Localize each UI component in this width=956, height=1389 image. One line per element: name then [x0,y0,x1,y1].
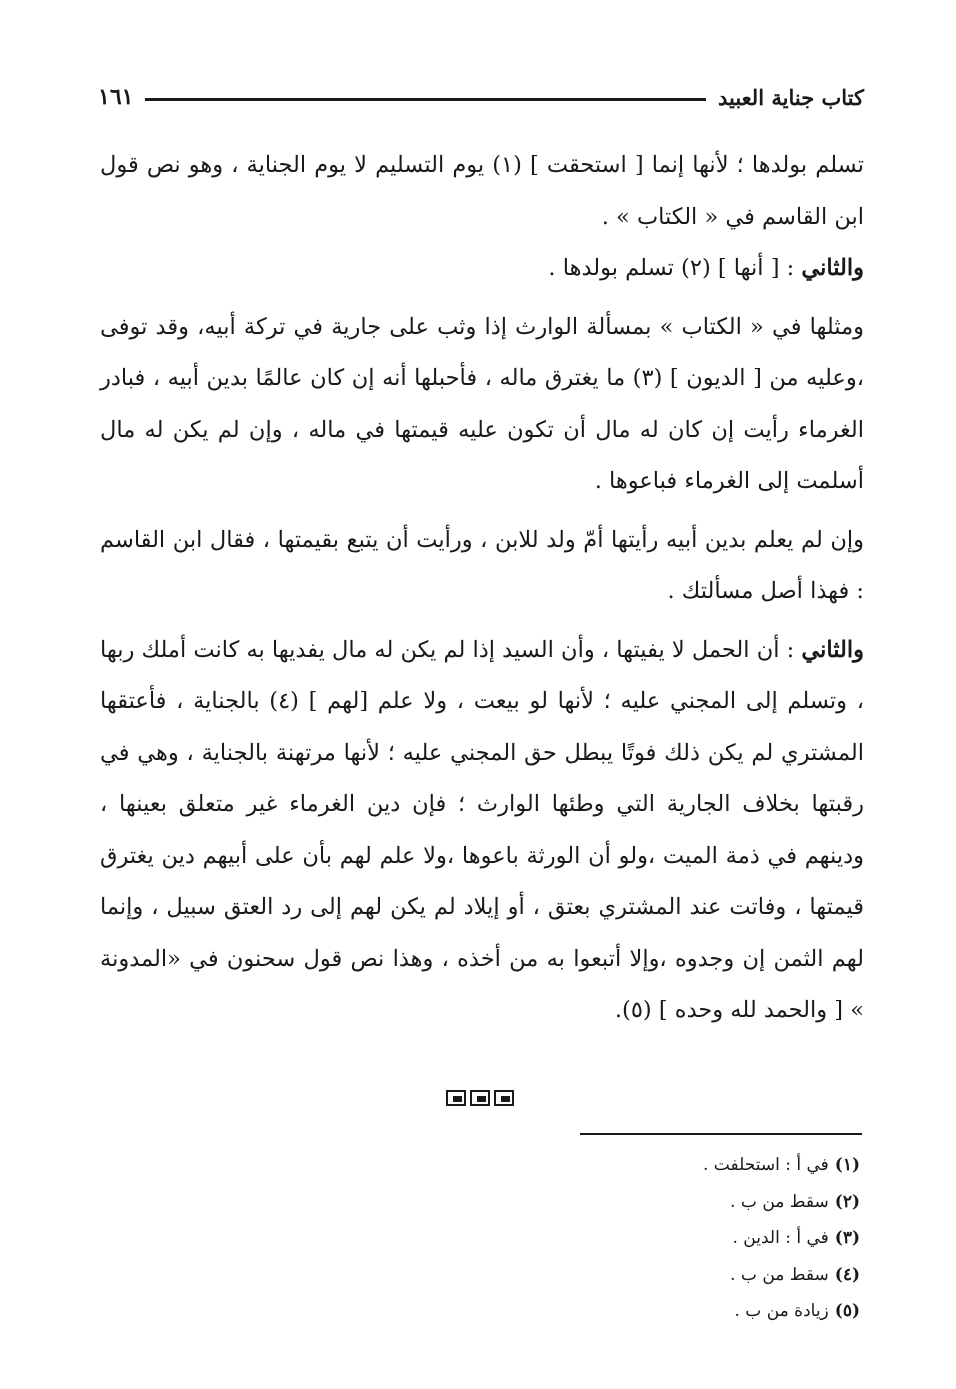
paragraph [100,515,864,618]
paragraph-text: : أن الحمل لا يفيتها ، وأن السيد إذا لم يكن له مال يفديها به كانت أملك ربها ، وتسلم إلى المجني عليه ؛ لأنها لو بيعت ، ولا علم [لهم ] (٤) بالجناية ، فأعتقها المشتري لم يكن ذلك فوتًا يبطل حق المجني عليه ؛ لأنها مرتهنة بالجناية ، وهي في رقبتها بخلاف الجارية التي وطئها الوارث ؛ فإن دين الغرماء غير متعلق بعينها ، ودينهم في ذمة الميت ،ولو أن الورثة باعوها ،ولا علم لهم بأن على أبيهم دين يغترق قيمتها ، وفاتت عند المشتري بعتق ، أو إيلاد لم يكن لهم إلى رد العتق سبيل ، وإنما لهم الثمن إن وجدوه ،وإلا أتبعوا به من أخذه ، وهذا نص قول سحنون في «المدونة » [ والحمد لله وحده ] (٥). [100,636,864,1023]
ornament-box-icon [470,1090,490,1106]
paragraph-text: وإن لم يعلم بدين أبيه رأيتها أمّ ولد للابن ، ورأيت أن يتبع بقيمتها ، فقال ابن القاسم : فهذا أصل مسألتك . [100,526,864,604]
main-text [100,140,864,1037]
section-end-ornament [440,1090,520,1114]
footnote [360,1220,860,1257]
footnote-number: (٥) [834,1301,860,1321]
footnote-number: (٣) [834,1228,860,1248]
paragraph-text: تسلم بولدها ؛ لأنها إنما [ استحقت ] (١) يوم التسليم لا يوم الجناية ، وهو نص قول ابن القاسم في « الكتاب » . [100,152,864,230]
paragraph [100,243,864,295]
footnote-text: في أ : الدين . [732,1228,829,1248]
paragraph-text: ومثلها في « الكتاب » بمسألة الوارث إذا وثب على جارية في تركة أبيه، وقد توفى ،وعليه من [ الديون ] (٣) ما يغترق ماله ، فأحبلها أنه إن كان عالمًا بدين أبيه ، فبادر الغرماء رأيت إن كان له مال أن تكون عليه قيمتها في ماله ، وإن لم يكن له مال أسلمت إلى الغرماء فباعوها . [100,313,864,494]
footnote [360,1184,860,1221]
footnote [360,1257,860,1294]
paragraph [100,140,864,243]
footnote-rule [580,1133,862,1135]
paragraph [100,302,864,508]
running-header [98,80,864,114]
ornament-box-icon [446,1090,466,1106]
footnote-number: (٢) [834,1191,860,1212]
footnote-text: في أ : استحلفت . [703,1155,829,1175]
paragraph [100,625,864,1037]
footnote-text: سقط من ب . [730,1264,829,1285]
footnotes [360,1147,860,1330]
header-rule [145,98,706,101]
footnote-text: سقط من ب . [730,1191,829,1212]
ornament-box-icon [494,1090,514,1106]
paragraph-lead: والثاني [801,636,864,663]
chapter-title: كتاب جناية العبيد [717,84,864,110]
footnote-number: (٤) [834,1264,860,1285]
footnote-number: (١) [834,1155,860,1175]
footnote [360,1293,860,1330]
paragraph-lead: والثاني [801,255,864,281]
footnote-text: زيادة من ب . [734,1301,829,1321]
page-number: ١٦١ [98,84,134,110]
paragraph-text: : [ أنها ] (٢) تسلم بولدها . [548,255,802,281]
footnote [360,1147,860,1184]
